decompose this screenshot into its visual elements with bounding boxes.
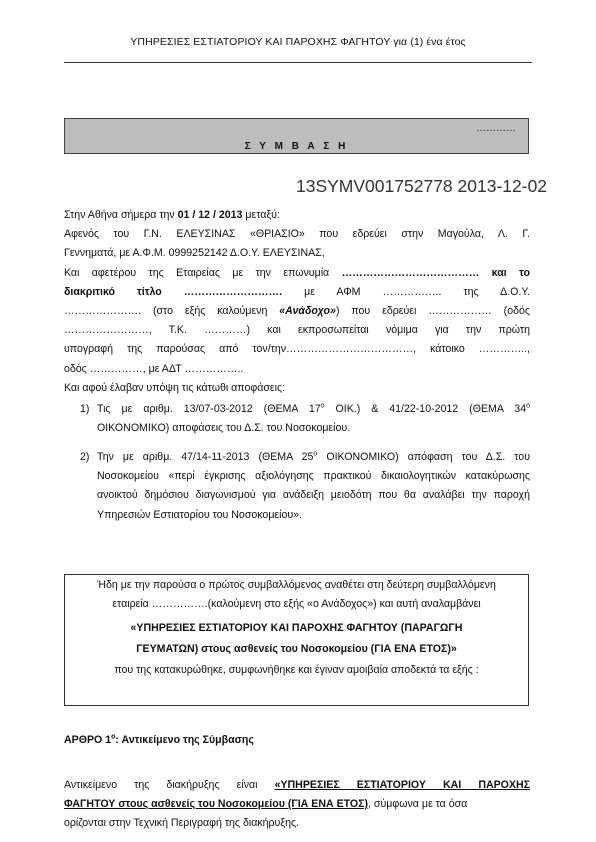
subject-line-1 — [64, 776, 530, 795]
frame-service-title-1: «ΥΠΗΡΕΣΙΕΣ ΕΣΤΙΑΤΟΡΙΟΥ ΚΑΙ ΠΑΡΟΧΗΣ ΦΑΓΗΤΟΥ (ΠΑΡΑΓΩΓΗ — [130, 622, 463, 634]
party-b-line-1 — [64, 264, 530, 283]
ordinal-mark: ο — [313, 450, 318, 458]
running-header: ΥΠΗΡΕΣΙΕΣ ΕΣΤΙΑΤΟΡΙΟΥ ΚΑΙ ΠΑΡΟΧΗΣ ΦΑΓΗΤΟΥ για (1) ένα έτος — [130, 36, 466, 48]
decision-text: Την με αριθμ. 47/14-11-2013 (ΘΕΜΑ 25 — [97, 451, 314, 463]
decision-text: Τις με αριθμ. 13/07-03-2012 (ΘΕΜΑ 17 — [97, 403, 321, 415]
distinctive-title: διακριτικό τίτλο ………………………. — [64, 286, 283, 298]
contract-title: Σ Υ Μ Β Α Σ Η — [244, 141, 349, 152]
party-b-intro: Και αφετέρου της Εταιρείας με την επωνυμία — [64, 267, 342, 279]
party-b-line-4: ……………………, Τ.Κ. …………) και εκπροσωπείται νόμιμα για την πρώτη — [64, 324, 530, 336]
article-title: : Αντικείμενο της Σύμβασης — [115, 734, 254, 746]
frame-line-5: που της κατακυρώθηκε, συμφωνήθηκε και έγιναν αμοιβαία αποδεκτά τα εξής : — [114, 664, 479, 676]
afm-doy: με ΑΦΜ …………….. της Δ.Ο.Υ. — [282, 286, 530, 298]
ordinal-mark: ο — [526, 402, 530, 410]
frame-line-1: Ήδη με την παρούσα ο πρώτος συμβαλλόμενος αναθέτει στη δεύτερη συμβαλλόμενη — [97, 579, 496, 591]
party-b-line-2 — [64, 283, 530, 302]
party-a-line-2: Γεννηματά, με Α.Φ.Μ. 0999252142 Δ.Ο.Υ. ΕΛΕΥΣΙΝΑΣ, — [64, 247, 325, 259]
frame-service-title-2: ΓΕΥΜΑΤΩΝ) στους ασθενείς του Νοσοκομείου (ΓΙΑ ΕΝΑ ΕΤΟΣ)» — [136, 643, 457, 655]
frame-line-2: εταιρεία …………….(καλούμενη στο εξής «ο Ανάδοχος») και αυτή αναλαμβάνει — [112, 598, 481, 610]
decisions-intro: Και αφού έλαβαν υπόψη τις κάτωθι αποφάσεις: — [64, 382, 286, 394]
signatory: υπογραφή της παρούσας από τον/την……………………………… — [64, 343, 414, 355]
party-b-line-3c: ) που εδρεύει ……………… (οδός — [335, 305, 530, 317]
header-rule — [64, 62, 532, 63]
assignment-frame — [64, 574, 529, 706]
article-number: ΑΡΘΡΟ 1 — [64, 734, 112, 746]
contract-date: 01 / 12 / 2013 — [177, 209, 243, 221]
title-box — [64, 118, 529, 154]
subject-line-2 — [64, 795, 530, 814]
subject-suffix: , σύμφωνα με τα όσα — [368, 798, 468, 810]
party-b-line-3a: …………………. (στο εξής καλούμενη — [64, 305, 280, 317]
ordinal-mark: ο — [111, 733, 116, 741]
subject-intro: Αντικείμενο της διακήρυξης είναι — [64, 779, 275, 791]
title-box-dots: ………… — [476, 123, 516, 134]
subject-service: «ΥΠΗΡΕΣΙΕΣ ΕΣΤΙΑΤΟΡΙΟΥ ΚΑΙ ΠΑΡΟΧΗΣ — [274, 779, 530, 791]
decision-number: 1) — [80, 403, 90, 415]
subject-line-3: ορίζονται στην Τεχνική Περιγραφή της διακήρυξης. — [64, 817, 300, 829]
subject-service-cont: ΦΑΓΗΤΟΥ στους ασθενείς του Νοσοκομείου (ΓΙΑ ΕΝΑ ΕΤΟΣ) — [64, 798, 369, 810]
party-b-line-5 — [64, 340, 530, 359]
date-line-suffix: μεταξύ: — [242, 209, 280, 221]
decision-item — [80, 400, 530, 438]
party-b-line-3 — [64, 302, 530, 321]
decision-number: 2) — [80, 451, 90, 463]
decision-text: ΟΙΚ.) & 41/22-10-2012 (ΘΕΜΑ 34 — [324, 403, 527, 415]
ordinal-mark: ο — [320, 402, 325, 410]
contractor-term: «Ανάδοχο» — [279, 305, 336, 317]
diavgeia-stamp: 13SYMV001752778 2013-12-02 — [296, 176, 548, 196]
decision-text: ΟΙΚΟΝΟΜΙΚΟ) αποφάσεις του Δ.Σ. του Νοσοκομείου. — [97, 422, 351, 435]
date-line — [64, 206, 530, 225]
decision-text: ΟΙΚΟΝΟΜΙΚΟ) απόφαση του Δ.Σ. του Νοσοκομείου «περί έγκρισης αξιολόγησης πρακτικού δικαιολογητικών κατακύρωσης ανοικτού δημόσιου διαγωνισμού για ανάδειξη μειοδότη που θα αναλάβει την παροχή Υπηρεσιών Εστιατορίου του Νοσοκομείου». — [97, 451, 530, 521]
party-b-line-6: οδός ……………, με ΑΔΤ …………….. — [64, 363, 244, 375]
article-heading — [64, 734, 254, 746]
decision-item — [80, 448, 530, 525]
party-b-name-blank: ………………………………… και το — [341, 267, 530, 279]
resident: , κάτοικο ………….., — [413, 343, 530, 355]
date-line-prefix: Στην Αθήνα σήμερα την — [64, 209, 178, 221]
party-a-line-1: Αφενός του Γ.Ν. ΕΛΕΥΣΙΝΑΣ «ΘΡΙΑΣΙΟ» που εδρεύει στην Μαγούλα, Λ. Γ. — [64, 228, 530, 240]
